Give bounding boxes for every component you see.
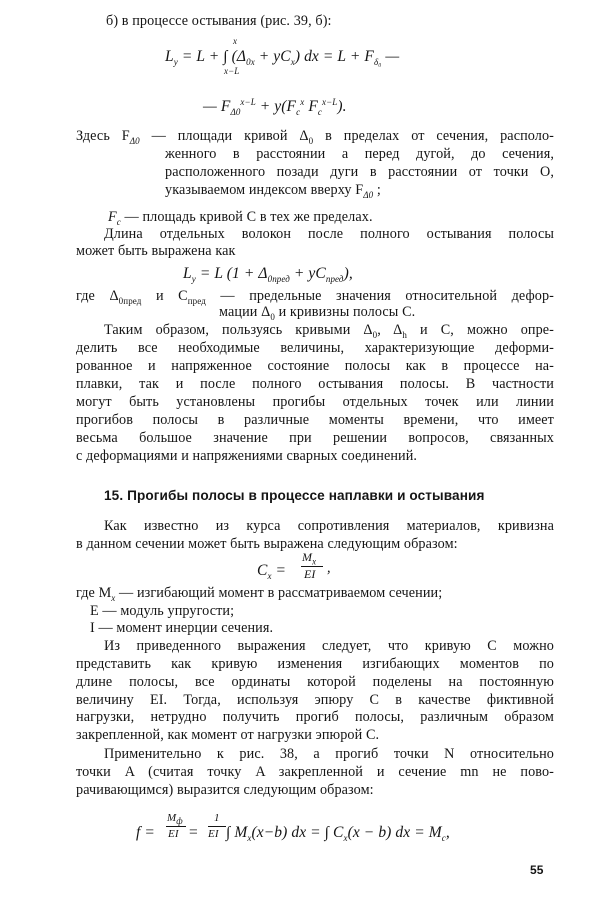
formula-final-length: $L_y = L$ $(1 + \Delta_{0пред} + yC_{пред})$, bbox=[183, 265, 353, 285]
subsection-intro: б) в процессе остывания (рис. 39, б): bbox=[106, 13, 332, 29]
paragraph-line: закрепленной, как момент от нагрузки эпюрой C. bbox=[76, 727, 380, 743]
paragraph-line: величину EI. Тогда, используя эпюру C в качестве фиктивной bbox=[76, 692, 554, 708]
integral-lower-limit: x−L bbox=[224, 66, 240, 76]
deflection-one: 1 bbox=[214, 812, 220, 824]
formula-deflection-eq: = bbox=[188, 824, 199, 841]
deflection-fraction-bar bbox=[166, 826, 186, 827]
paragraph-line: с деформациями и напряжениями сварных соединений. bbox=[76, 448, 418, 464]
paragraph-line: длине полосы, все ординаты которой поделены на постоянную bbox=[76, 674, 554, 690]
formula-curvature: $C_x$ = bbox=[257, 562, 287, 582]
paragraph-line: точки A (считая точку A закрепленной и сечение mn не пово- bbox=[76, 764, 554, 780]
paragraph-line: могут быть установлены прогибы отдельных точек или линии bbox=[76, 394, 554, 410]
paragraph-line: в данном сечении может быть выражена следующим образом: bbox=[76, 536, 458, 552]
curvature-denominator: EI bbox=[304, 567, 316, 581]
paragraph-line: Применительно к рис. 38, a прогиб точки N относительно bbox=[104, 746, 554, 762]
paragraph-line: мации $\Delta_0$ и кривизны полосы C. bbox=[219, 304, 416, 322]
formula-deflection-rest: ∫ $M_x(x-b)$ dx = ∫ $C_x(x - b)$ dx = $M_c$, bbox=[226, 824, 450, 844]
paragraph-line: рачивающимся) выразится следующим образом: bbox=[76, 782, 374, 798]
explanation-line: женного в расстоянии a перед дугой, до сечения, bbox=[165, 146, 554, 162]
formula-cooling-line1: $L_y = L$ + ∫ $(\Delta_{0x} + yC_x)$ dx = $L + F_{\delta_0}$ — bbox=[165, 48, 400, 68]
paragraph-line: где $\Delta_{0пред}$ и $C_{пред}$ — предельные значения относительной дефор- bbox=[76, 288, 554, 306]
curvature-comma: , bbox=[327, 560, 331, 576]
paragraph-line: прогибов полосы в различные моменты времени, что имеет bbox=[76, 412, 554, 428]
explanation-line: указываемом индексом вверху $F_{\Delta 0}$ ; bbox=[165, 182, 381, 200]
paragraph-line: нагрузки, нетрудно получить прогиб полосы, различным образом bbox=[76, 709, 554, 725]
deflection-numerator: $M_ф$ bbox=[167, 812, 183, 827]
explanation-line: расположенного позади дуги в расстоянии от точки O, bbox=[165, 164, 554, 180]
deflection-ei: EI bbox=[208, 828, 219, 840]
deflection-denominator: EI bbox=[168, 828, 179, 840]
paragraph-line: рованное и напряженное состояние полосы как в процессе на- bbox=[76, 358, 554, 374]
paragraph-line: плавки, так и после полного остывания полосы. В частности bbox=[76, 376, 554, 392]
paragraph-line: Как известно из курса сопротивления материалов, кривизна bbox=[104, 518, 554, 534]
section-heading: 15. Прогибы полосы в процессе наплавки и остывания bbox=[104, 488, 485, 503]
paragraph-line: Из приведенного выражения следует, что кривую C можно bbox=[104, 638, 554, 654]
paragraph-line: весьма большое значение при решении вопросов, связанных bbox=[76, 430, 554, 446]
explanation-line: $F_c$ — площадь кривой C в тех же пределах. bbox=[108, 209, 373, 227]
definition-line: E — модуль упругости; bbox=[90, 603, 235, 619]
paragraph-line: делить все необходимые величины, характеризующие деформи- bbox=[76, 340, 554, 356]
paragraph-line: представить как кривую изменения изгибающих моментов по bbox=[76, 656, 554, 672]
definition-line: I — момент инерции сечения. bbox=[90, 620, 274, 636]
formula-deflection-f: f = bbox=[136, 824, 155, 841]
definition-line: где $M_x$ — изгибающий момент в рассматриваемом сечении; bbox=[76, 585, 443, 603]
explanation-line: Здесь $F_{\Delta 0}$ — площади кривой $\Delta_0$ в пределах от сечения, располо- bbox=[76, 128, 555, 146]
formula-cooling-line2: — $F_{\Delta 0}^{x-L} + y(F_c^x$ $F_c^{x-L}$). bbox=[203, 96, 347, 118]
deflection-fraction-bar-2 bbox=[208, 826, 226, 827]
curvature-numerator: $M_x$ bbox=[302, 550, 317, 567]
page-number: 55 bbox=[530, 863, 544, 877]
paragraph-line: Таким образом, пользуясь кривыми $\Delta_0$, $\Delta_h$ и C, можно опре- bbox=[104, 322, 554, 340]
paragraph-line: может быть выражена как bbox=[76, 243, 236, 259]
paragraph-line: Длина отдельных волокон после полного остывания полосы bbox=[104, 226, 554, 242]
integral-upper-limit: x bbox=[233, 36, 238, 46]
